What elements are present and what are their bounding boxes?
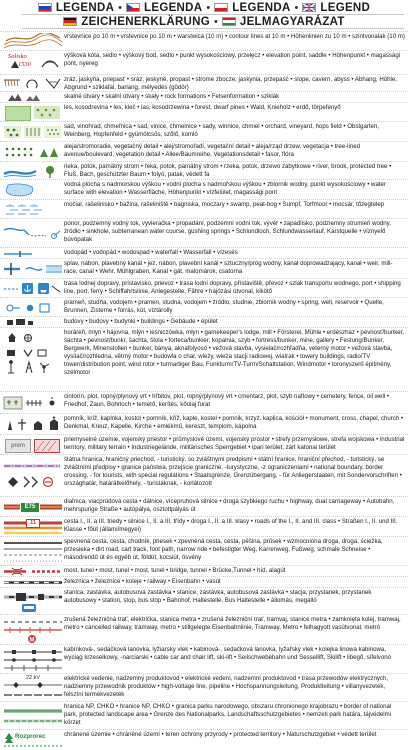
legend-entry-text: spevnená cesta, cesta, chodník, priesek • zpevněná cesta, cesta, pěšina, průsek • wzmocniona droga, droga, ścieżka, przesieka • dirt road, cart track, foot path, narrow ride • befestigter Weg, Karrenweg, Fußweg, schmale Schneise • másodrendű út és egyéb út, földút, kocsiút, ösvény	[64, 538, 383, 562]
waterfall-icon	[2, 249, 64, 257]
national-park-border-icon	[2, 703, 64, 728]
road-number-label: 11	[26, 519, 40, 528]
legend-entry-text: splav, nábon, plavebný kanál • jez, nábon, plavební kanál • sztuczny/próg wodny, kanał doprowadzający, kanał • weir, mill-race, canal • Wehr, Mühlgraben, Kanal • gát, malomárok, csatorna	[64, 260, 393, 276]
peak-height-label: 1530	[18, 61, 31, 68]
legend-entry-road-class	[0, 516, 408, 536]
flag-cz-icon	[126, 3, 140, 12]
bridge-tunnel-icon	[2, 567, 64, 575]
legend-entry-text: hranica NP, CHKO • hranice NP, CHKO • granica parku narodowego, obszaru chronionego krajobrazu • border of national park, protected landscape area • Grenze des Nationalparks, Landschaftsschutzgebietes • nemzeti park határa, tájvédelmi körzet	[64, 703, 392, 727]
legend-entry-powerline	[0, 673, 408, 701]
legend-entry-text: vodná plocha s nadmorskou výškou • vodní plocha s nadmořskou výškou • zbiornik wodny, punkt wysokościowy • water surface with elevation • Wasserfläche, Höhenpunkt • vízfelület, magassági pont	[64, 181, 386, 197]
legend-entry-text: aleja/stromoradie, vegetačný detail • alej/stromořadí, vegetační detail • aleja/rząd drzew, vegetacja • tree-lined avenue/boulevard, vegetation detail • Allee/Baumreihe, Vegetationsdetail • fasor, flóra	[64, 143, 361, 159]
legend-entry-text: sad, vinohrad, chmeľnica • sad, vinice, chmelnice • sady, winnice, chmiel • orchard, vineyard, hops field • Obstgarten, Weinberg, Hopfenfeld • gyümölcsös, szőlő, komló	[64, 123, 380, 139]
legend-entry-peak	[0, 50, 408, 74]
legend-entry-text: ponor, podzemný vodný tok, vyvieračka • propadání, podzemní vodní tok, vývěr • zapadlisko, podziemny strumień wodny, źródło • sinkhole, subterranean water course, gushing springs • Schlundloch, Schlundwasserlauf, Karstquelle • víznyelő búvópatak	[64, 220, 391, 244]
legend-entry-text: horáreň, mlyn • hájovna, mlýn • leśniczówka, młyn • gamekeeper's lodge, mill • Försterei, Mühle • erdészház • pevnosť/bunker, šachta • pevnost/bunkr, šachta, štola • forteca/bunkier, kopalnia, szyb • fortress/bunker, mine, gallery • Festung/Bunker, Bergwerk, Minenstollen • bunker, bánya, aknafolyosó • vežová stavba, vysielač/rozhľadňa, veterný motor • vežová stavba, vysílač/rozhledna, větrný motor • budowla o char. wieży, wieża stacji radiowej, wiatrak • towery buildings, radio/TV tower/distribution point, wind rotor • turmartiger Bau, Funkturm/TV-Turm/Schaltstation, Windmotor • toronyszerű épitmény, szélmotor	[64, 329, 405, 377]
legend-entry-karst	[0, 74, 408, 91]
forest-icon	[2, 104, 64, 120]
contour-lines-icon	[2, 33, 64, 49]
slope-cave-icon	[2, 76, 64, 90]
header-row-1	[0, 1, 408, 14]
legend-entry-spring	[0, 297, 408, 316]
legend-entry-alley	[0, 141, 408, 161]
legend-entry-highway	[0, 496, 408, 516]
legend-entry-canal	[0, 258, 408, 278]
legend-entry-reserve	[0, 729, 408, 749]
legend-entry-national-park	[0, 701, 408, 729]
header-separator: •	[294, 1, 299, 14]
legend-entry-text: rieka, potok, pamätný strom • řeka, potok, památný strom • rzeka, potok, drzewo zabytkowe • river, brook, protected tree • Fluß, Bach, geschützter Baum • folyó, patak, védett fa	[64, 163, 392, 179]
legend-entry-tunnel	[0, 565, 408, 576]
legend-entry-text: budovy • budovy • budynki • buildings • Gebäude • épület	[64, 318, 218, 325]
legend-list	[0, 31, 408, 749]
legend-entry-rocks	[0, 91, 408, 102]
legend-entry-monuments	[0, 413, 408, 434]
legend-entry-industry	[0, 434, 408, 454]
legend-entry-text: cintorín, plot, ropný/plynový vrt • hřbitov, plot, ropný/plynový vrt • cmentarz, płot, szyb naftowy • cemetery, fence, oil well • Friedhof, Zaun, Bohrloch • temető, kerítés, kőolaj furat	[64, 393, 389, 409]
legend-entry-cableway	[0, 644, 408, 673]
legend-entry-text: stanica, zastávka, autobusová zastávka • stanice, zastávka, autobusová zastávka • stacja, przystanek, przystanek autobusowy • station, stop, bus stop • Bahnhof, Haltestelle, Bus Haltestelle • állomás, megálló	[64, 589, 372, 605]
legend-entry-text: skalné útvary • skalní útvary • skały • rock formations • Felsenformation • sziklák	[64, 93, 280, 100]
legend-entry-text: vrstevnice po 10 m • vrstevnice po 10 m • warstwica (10 m) • contour lines at 10 m • Höhenlinien zu 10 m • szintvonalak (10 m)	[64, 33, 405, 40]
legend-entry-railway	[0, 576, 408, 587]
header-word-en: LEGEND	[320, 1, 371, 14]
station-bus-stop-icon	[2, 589, 64, 613]
protected-area-label: Rozprorec	[15, 733, 46, 740]
legend-entry-waterfall	[0, 247, 408, 258]
legend-entry-objects	[0, 327, 408, 391]
legend-entry-text: vodopád • vodopád • wodospad • waterfall • Wasserfall • vízesés	[64, 249, 238, 256]
monument-cross-church-icon	[2, 415, 64, 433]
dirt-road-path-icon	[2, 538, 64, 564]
legend-entry-text: priemyselné územie, vojenský priestor • průmyslové území, vojenský prostor • strefy przemysłowe, strefa wojskowa • industrial territory, military terrain • Industriegelände, militärisches Sperrgebiet • ipari terület, zárt katonai terület	[64, 436, 405, 452]
legend-entry-text: most, tunel • most, tunel • most, tunel • bridge, tunnel • Brücke,Tunnel • híd, alagút	[64, 567, 286, 574]
legend-entry-text: výšková kóta, sedlo • výškový bod, sedlo • punkt wysokościowy, przełęcz • elevation point, saddle • Höhenpunkt • magassági pont, nyereg	[64, 52, 401, 68]
header-word-de: ZEICHENERKLÄRUNG	[81, 15, 211, 28]
legend-entry-river	[0, 161, 408, 179]
sinkhole-icon	[2, 220, 64, 246]
legend-entry-text: trasa lodnej dopravy, prístavisko, prievoz • trasa lodní dopravy, přístaviště, převoz • szlak transportu wodnego, port • shipping line, port, ferry • Schiffahrtslinie, Anlegestelle, Fähre • hajózási útvonal, kikötő	[64, 280, 401, 296]
legend-entry-contours	[0, 31, 408, 50]
header-separator: •	[206, 1, 211, 14]
shipping-port-ferry-icon	[2, 280, 64, 296]
voltage-label: 22 kV	[26, 675, 41, 681]
water-surface-icon	[2, 181, 64, 198]
legend-entry-text: diaľnica, viacprúdová cesta • dálnice, vícepruhová silnice • droga szybkiego ruchu • highway, dual carriageway • Autobahn, mehrspurige Straße • autópálya, osztottpályás út	[64, 498, 395, 514]
svg-text:M: M	[29, 637, 35, 644]
flag-pl-icon	[214, 3, 228, 12]
industrial-military-icon	[2, 436, 64, 453]
legend-entry-tram	[0, 614, 408, 644]
legend-entry-forest	[0, 102, 408, 121]
legend-entry-text: železnica • železnice • kolejе • railway • Eisenbahn • vasút	[64, 578, 221, 585]
elevation-point-icon	[2, 52, 64, 73]
tree-alley-icon	[2, 143, 64, 160]
river-brook-icon	[2, 163, 64, 178]
tram-metro-icon	[2, 616, 64, 643]
legend-entry-text: kabínková-, sedačková lanovka, lyžiarsky vlek • kabinová-, sedačková lanovka, lyžařský vlek • kolejka linowa kabinowa, wyciąg krzesełkowy, -narciarski • cable car and chair lift, ski-lift • Seilschwebebahn und Sessellift, Skilift • libegő, sífelvonó	[64, 646, 392, 662]
peak-name-label: Solisko	[8, 53, 27, 60]
header-row-2	[0, 15, 408, 28]
legend-entry-text: štátna hranica, hraničný priechod, - turistický, so zvláštnymi predpismi • státní hranice, hraniční přechod, - turistický, se zvláštními předpisy • granice państwa, przejście graniczne, -turystyczne, -z ograniczeniami • national boundary, border crossing, - for tourists, with special regulations • Staatsgrenze, Grenzübergang, - für Anliegerstaaten, mit Sondervorschriften • országhatár, határátkelőhely, - turistáknak, - korlátozott	[64, 456, 402, 488]
protected-territory-icon	[2, 731, 64, 748]
cemetery-fence-icon	[2, 393, 64, 412]
header-word-cz: LEGENDA	[144, 1, 203, 14]
cable-car-ski-lift-icon	[2, 646, 64, 672]
legend-entry-text: chránené územie • chráněné území • teren ochrony przyrody • protected territory • Naturschutzgebiet • védett terület	[64, 731, 377, 738]
legend-entry-ponor	[0, 218, 408, 247]
legend-entry-text: pomník, kríž, kaplnka, kostol • pomník, kříž, kaple, kostel • pomnik, krzyż, kaplica, kościół • monument, cross, chapel, church • Denkmal, Kreuz, Kapelle, Kirche • emlékmű, kereszt, templom, kápolna	[64, 415, 404, 431]
flag-sk-icon	[38, 3, 52, 12]
powerline-pipeline-icon	[2, 675, 64, 700]
legend-entry-buildings	[0, 316, 408, 327]
legend-entry-ferry	[0, 278, 408, 297]
header-word-pl: LEGENDA	[232, 1, 291, 14]
header-separator: •	[214, 15, 218, 28]
industrial-area-label: prem	[5, 439, 31, 453]
road-class-icon	[2, 518, 64, 535]
header-divider	[22, 28, 404, 29]
legend-entry-text: cesta I., II. a III. triedy • silnice I., II. a III. třídy • droga I., II. a III. klasy • roads of the I., II. and III. class • Straßen I., II. und III. Klasse • főút (állami/megyei)	[64, 518, 398, 534]
flag-de-icon	[63, 17, 77, 26]
flag-hu-icon	[222, 17, 236, 26]
weir-canal-icon	[2, 260, 64, 277]
header-word-sk: LEGENDA	[55, 1, 115, 14]
legend-entry-text: zrušená železničná trať, električka, stanica metra • zrušená železniční trať, tramvaj, stanice metra • zamknięta kolej, tramwaj, metro • cancelled railway, tramway, metro • stillgelegte Eisenbahnlinie, Tramway, Metro • felhagyott vasútvonal, metró	[64, 616, 401, 632]
legend-entry-cemetery	[0, 391, 408, 413]
legend-entry-borders	[0, 454, 408, 496]
legend-entry-bus-station	[0, 587, 408, 614]
rock-formation-icon	[2, 93, 64, 101]
orchard-vineyard-icon	[2, 123, 64, 140]
special-objects-icon	[2, 329, 64, 390]
swamp-icon	[2, 201, 64, 217]
header-word-hu: JELMAGYARÁZAT	[239, 15, 345, 28]
legend-entry-text: les, kosodrevina • les, kleč • las, kosodrzewina • forest, dwarf pines • Wald, Knieholz • erdő, törpefenyő	[64, 104, 341, 111]
railway-icon	[2, 578, 64, 586]
legend-entry-text: elektrické vedenie, nadzemný produktovod • elektrické vedení, nadzemní produktovod • trasa przewodów elektrycznych, nadziemny przewodnik produktów • high-voltage line, pipeline • Hochspannungsleitung, Produktleitung • villanyvezeték, felszíni termékvezeték	[64, 675, 389, 699]
legend-entry-swamp	[0, 199, 408, 218]
highway-icon	[2, 498, 64, 515]
buildings-icon	[2, 318, 64, 326]
header-separator: •	[118, 1, 123, 14]
legend-entry-text: prameň, studňa, vodojem • pramen, studna, vodojem • źródło, studnie, zbiornik wodny • spring, well, reservoir • Quelle, Brunnen, Zisterne • forrás, kút, víztárolly	[64, 299, 384, 315]
svg-text:·: ·	[14, 188, 16, 194]
border-crossing-icon	[2, 456, 64, 495]
highway-number-label: E75	[20, 502, 40, 513]
spring-well-icon	[2, 299, 64, 315]
legend-header	[0, 0, 408, 28]
legend-entry-text: močiar, rašelinisko • bažina, rašeliniště • bagniska, moczary • swamp, peat-bog • Sumpf, Torfmoor • mocsár, tőzegtelep	[64, 201, 385, 208]
legend-entry-orchard	[0, 121, 408, 141]
legend-entry-paths	[0, 536, 408, 565]
legend-entry-water-surface	[0, 179, 408, 199]
legend-entry-text: zráz, jaskyňa, priepasť • sráz, jeskyně, propast • strome zbocze, jaskynia, przepaść • slope, cavern, abyss • Abhang, Höhle, Abgrund • sziklafal, barlang, mélyedés (gödör)	[64, 76, 397, 92]
flag-uk-icon	[302, 3, 316, 12]
